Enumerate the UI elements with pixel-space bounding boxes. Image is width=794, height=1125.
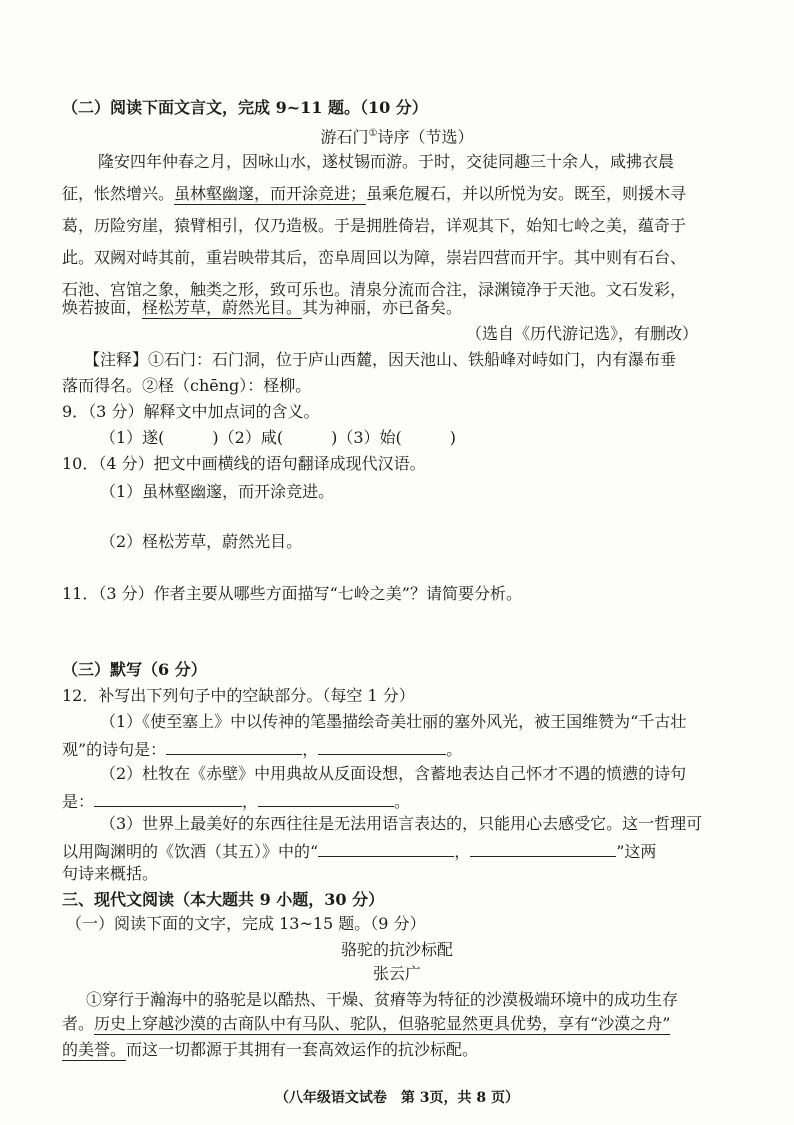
prompt-text: ”这两 xyxy=(616,842,657,861)
answer-blank[interactable] xyxy=(94,790,242,807)
article-author: 张云广 xyxy=(372,964,421,983)
punctuation: ， xyxy=(454,842,471,861)
question-9-items: （1）遂( )（2）咸( )（3）始( ) xyxy=(100,428,456,447)
passage-line: 葛，历险穷崖，猿臂相引，仅乃造极。于是拥胜倚岩，详观其下，始知七岭之美，蕴奇于 xyxy=(62,216,687,235)
passage-line xyxy=(62,298,462,318)
passage-line xyxy=(62,184,686,204)
text-segment: 焕若披面， xyxy=(62,298,143,317)
question-10-item-1: （1）虽林壑幽邃，而开涂竞进。 xyxy=(100,482,335,501)
subsection-header: （一）阅读下面的文字，完成 13~15 题。（9 分） xyxy=(66,914,426,933)
answer-blank[interactable] xyxy=(166,738,302,755)
source-citation: （选自《历代游记选》，有删改） xyxy=(465,324,698,343)
answer-line xyxy=(62,738,462,760)
passage-line: 石池、宫馆之象，触类之形，致可乐也。清泉分流而合注，渌渊镜净于天池。文石发彩， xyxy=(62,280,687,299)
answer-blank[interactable] xyxy=(318,738,446,755)
section-header: （二）阅读下面文言文，完成 9~11 题。（10 分） xyxy=(62,98,428,117)
underlined-sentence: 的美誉。 xyxy=(62,1040,127,1059)
passage-line: 隆安四年仲春之月，因咏山水，遂杖锡而游。于时，交徒同趣三十余人，咸拂衣晨 xyxy=(98,152,675,171)
underlined-sentence: 虽林壑幽邃，而开涂竞进； xyxy=(174,184,367,203)
underlined-sentence: 历史上穿越沙漠的古商队中有马队、驼队，但骆驼显然更具优势，享有“沙漠之舟” xyxy=(94,1014,671,1033)
prompt-text: 是： xyxy=(62,792,95,811)
title-main: 游石门 xyxy=(320,127,369,147)
punctuation: 。 xyxy=(446,740,463,759)
prompt-text: 观”的诗句是： xyxy=(62,740,167,759)
punctuation: ， xyxy=(242,792,259,811)
text-segment: 其为神丽，亦已备矣。 xyxy=(302,298,463,317)
answer-blank[interactable] xyxy=(258,790,394,807)
question-10-item-2: （2）柽松芳草，蔚然光目。 xyxy=(100,532,303,551)
article-line xyxy=(62,1040,478,1060)
section-header: 三、现代文阅读（本大题共 9 小题，30 分） xyxy=(62,890,385,909)
article-line: ①穿行于瀚海中的骆驼是以酷热、干燥、贫瘠等为特征的沙漠极端环境中的成功生存 xyxy=(86,990,679,1009)
question-12-3: （3）世界上最美好的东西往往是无法用语言表达的，只能用心去感受它。这一哲理可 xyxy=(100,814,703,833)
text-segment: 者。 xyxy=(62,1014,95,1033)
question-9: 9．（3 分）解释文中加点词的含义。 xyxy=(62,402,320,421)
text-segment: 虽乘危履石，并以所悦为安。既至，则援木寻 xyxy=(366,184,687,203)
punctuation: 。 xyxy=(394,792,411,811)
prompt-text: 以用陶渊明的《饮酒（其五）》中的“ xyxy=(62,842,319,861)
passage-line: 此。双阙对峙其前，重岩映带其后，峦阜周回以为障，崇岩四营而开宇。其中则有石台、 xyxy=(62,248,687,267)
article-title: 骆驼的抗沙标配 xyxy=(340,940,453,959)
article-line xyxy=(62,1014,670,1034)
punctuation: ， xyxy=(302,740,319,759)
page-footer: （八年级语文试卷 第 3页，共 8 页） xyxy=(274,1090,520,1106)
question-12: 12．补写出下列句子中的空缺部分。（每空 1 分） xyxy=(62,686,415,705)
underlined-sentence: 柽松芳草，蔚然光目。 xyxy=(142,298,303,317)
answer-line xyxy=(62,790,410,812)
answer-line xyxy=(62,840,656,862)
question-10: 10．（4 分）把文中画横线的语句翻译成现代汉语。 xyxy=(62,454,426,473)
title-rest: 诗序（节选） xyxy=(377,127,474,147)
poem-title xyxy=(0,124,794,147)
text-segment: 而这一切都源于其拥有一套高效运作的抗沙标配。 xyxy=(126,1040,479,1059)
section-header: （三）默写（6 分） xyxy=(62,660,207,679)
answer-blank[interactable] xyxy=(470,840,616,857)
annotation-line: 【注释】①石门：石门洞，位于庐山西麓，因天池山、铁船峰对峙如门，内有瀑布垂 xyxy=(84,350,677,369)
answer-blank[interactable] xyxy=(318,840,454,857)
text-segment: 征，怅然增兴。 xyxy=(62,184,175,203)
footnote-marker: ① xyxy=(368,128,378,139)
question-11: 11．（3 分）作者主要从哪些方面描写“七岭之美”？请简要分析。 xyxy=(62,584,522,603)
question-12-2: （2）杜牧在《赤壁》中用典故从反面设想，含蓄地表达自己怀才不遇的愤懑的诗句 xyxy=(100,764,687,783)
answer-line-end: 句诗来概括。 xyxy=(62,864,159,883)
annotation-line: 落而得名。②柽（chēng）：柽柳。 xyxy=(62,376,312,395)
question-12-1: （1）《使至塞上》中以传神的笔墨描绘奇美壮丽的塞外风光，被王国维赞为“千古壮 xyxy=(100,712,687,731)
